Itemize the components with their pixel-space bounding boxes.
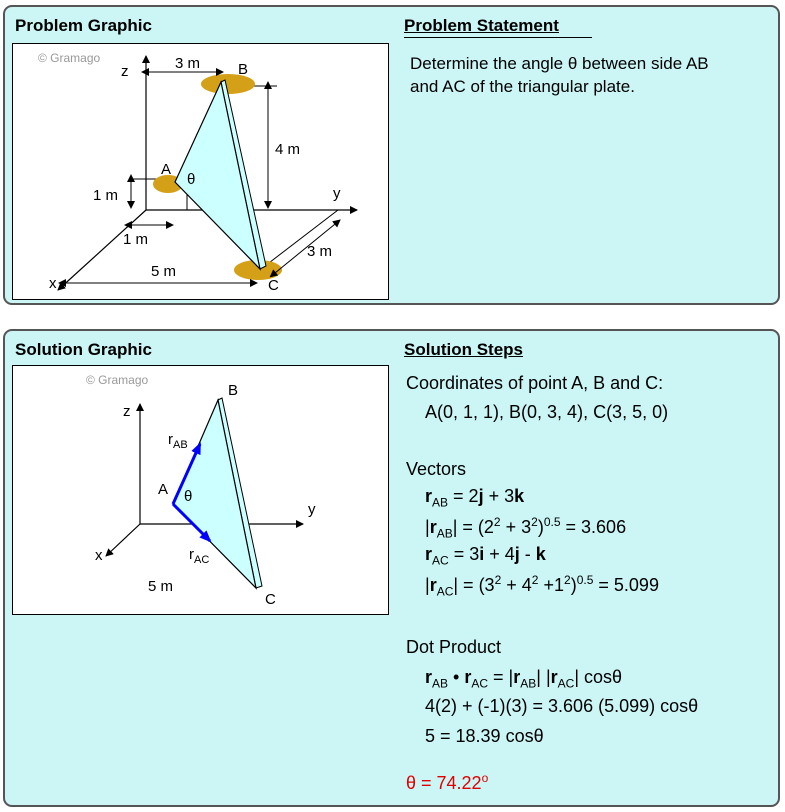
copyright-mark-solution: © Gramago xyxy=(86,373,149,387)
z-axis-label-solution: z xyxy=(123,403,131,420)
dim-3m-top: 3 m xyxy=(175,55,201,72)
vector-r-ac-mag: $|r_{AC}| = (3^2 + 4^2 +1^2)^{0.5} = 5.099$ xyxy=(425,573,659,599)
vector-r-ab-eq: $r_{AB} = 2j + 3k$ xyxy=(425,486,525,510)
dim-1m-vertical: 1 m xyxy=(93,187,119,204)
vectors-heading: Vectors xyxy=(406,459,467,479)
solution-graphic xyxy=(12,365,389,615)
point-c-label: C xyxy=(268,277,279,294)
solution-graphic-title: Solution Graphic xyxy=(15,340,152,359)
coords-heading: Coordinates of point A, B and C: xyxy=(406,373,664,393)
dim-1m-horizontal: 1 m xyxy=(123,231,149,248)
dim-5m-solution: 5 m xyxy=(148,578,174,595)
y-axis-label: y xyxy=(333,185,341,202)
dim-4m: 4 m xyxy=(275,141,301,158)
point-b-label-solution: B xyxy=(228,382,239,399)
copyright-mark: © Gramago xyxy=(38,51,101,65)
vector-r-ac-eq: $r_{AC} = 3i + 4j - k$ xyxy=(425,544,546,568)
problem-graphic-title: Problem Graphic xyxy=(15,16,152,35)
coords-line: A(0, 1, 1), B(0, 3, 4), C(3, 5, 0) xyxy=(425,402,669,422)
theta-label: θ xyxy=(187,171,196,188)
problem-panel xyxy=(3,5,780,305)
point-b-label: B xyxy=(238,61,249,78)
problem-diagram xyxy=(13,44,388,299)
r-ac-label: $r_{AC}$ xyxy=(189,546,210,566)
point-c-label-solution: C xyxy=(265,591,276,608)
answer: $\theta = 74.22^o$ xyxy=(406,771,489,793)
problem-statement-title: Problem Statement xyxy=(404,16,559,35)
point-a-label: A xyxy=(161,161,172,178)
x-axis-label: x xyxy=(49,275,57,292)
c-to-yaxis-line xyxy=(261,210,338,269)
title-divider xyxy=(404,37,592,38)
problem-graphic xyxy=(12,43,389,300)
dim-5m: 5 m xyxy=(151,263,177,280)
dot-product-eq: $r_{AB}$ • $r_{AC} = |r_{AB}|$ $|r_{AC}|$ cosθ xyxy=(425,667,623,691)
y-axis-label-solution: y xyxy=(308,501,316,518)
dot-heading: Dot Product xyxy=(406,637,502,657)
x-axis xyxy=(58,210,149,290)
dim-3m-right: 3 m xyxy=(307,243,333,260)
theta-label-solution: θ xyxy=(184,488,193,505)
vector-r-ab-mag: $|r_{AB}| = (2^2 + 3^2)^{0.5} = 3.606$ xyxy=(425,515,627,541)
solution-diagram xyxy=(13,366,388,614)
dot-product-simplified: 5 = 18.39 cosθ xyxy=(425,726,544,746)
solution-panel xyxy=(3,329,780,807)
dot-product-sub: 4(2) + (-1)(3) = 3.606 (5.099) cosθ xyxy=(425,696,699,716)
r-ab-label: $r_{AB}$ xyxy=(168,431,188,451)
x-axis-solution xyxy=(106,524,140,556)
x-axis-label-solution: x xyxy=(95,547,103,564)
statement-line-1: Determine the angle θ between side AB xyxy=(410,54,709,73)
z-axis-label: z xyxy=(121,63,129,80)
point-a-label-solution: A xyxy=(158,481,169,498)
statement-line-2: and AC of the triangular plate. xyxy=(410,77,635,96)
solution-steps-title: Solution Steps xyxy=(404,340,523,359)
